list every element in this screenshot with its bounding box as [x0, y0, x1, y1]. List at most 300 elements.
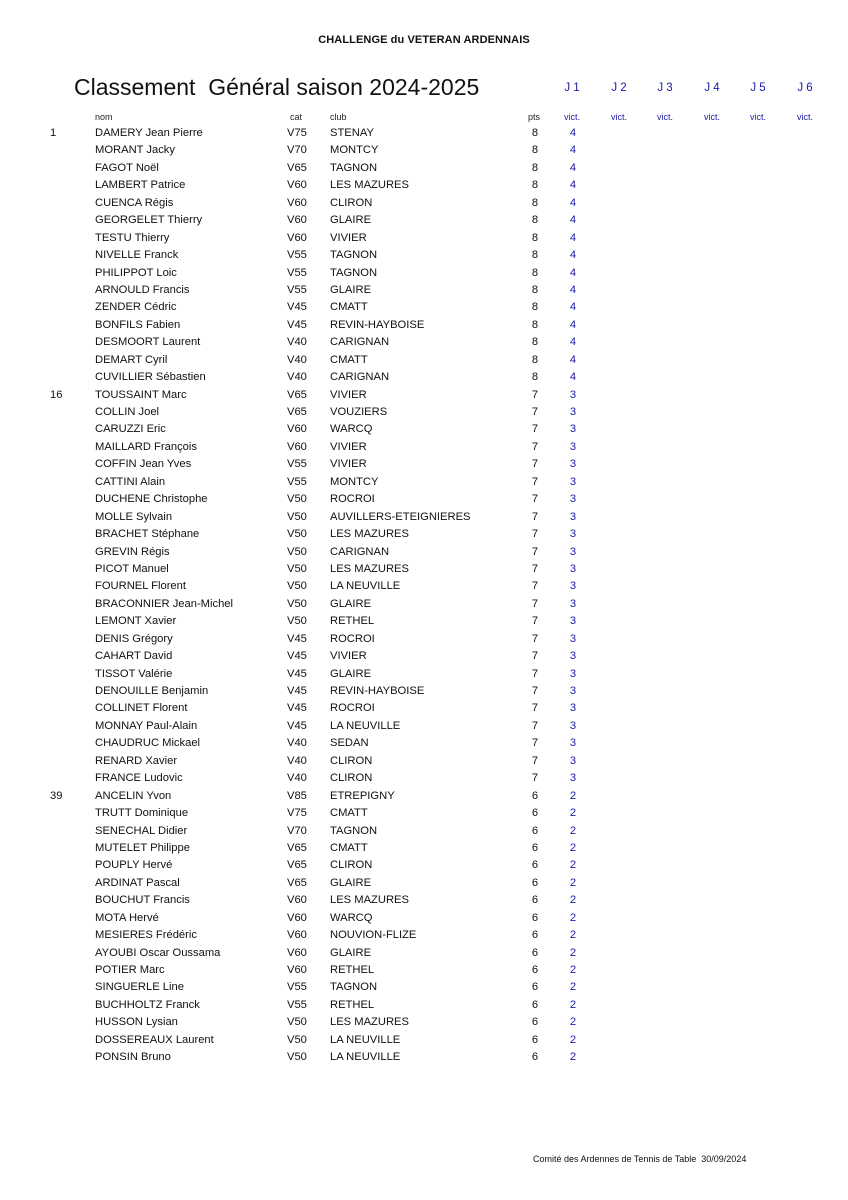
j1-victories-cell: 4	[569, 161, 577, 174]
j1-victories-cell: 4	[569, 127, 577, 139]
player-name: DESMOORT Laurent	[95, 336, 201, 349]
table-row	[0, 196, 848, 213]
club-cell: CMATT	[330, 841, 368, 854]
category-cell: V40	[287, 772, 307, 785]
points-cell: 6	[531, 824, 539, 837]
player-name: DAMERY Jean Pierre	[95, 127, 203, 139]
points-cell: 8	[531, 266, 539, 279]
club-cell: GLAIRE	[330, 667, 372, 680]
player-name: CAHART David	[95, 650, 173, 663]
club-cell: SEDAN	[330, 737, 369, 750]
table-row	[0, 701, 848, 718]
category-cell: V60	[287, 946, 307, 959]
table-row	[0, 736, 848, 753]
points-cell: 8	[531, 214, 539, 227]
j1-victories-cell: 2	[569, 1051, 577, 1064]
club-cell: CMATT	[330, 301, 368, 314]
points-cell: 8	[531, 318, 539, 331]
category-cell: V45	[287, 685, 307, 697]
player-name: MOTA Hervé	[95, 911, 159, 924]
player-name: MUTELET Philippe	[95, 841, 190, 854]
player-name: CARUZZI Eric	[95, 423, 166, 436]
player-name: COLLINET Florent	[95, 702, 188, 715]
category-cell: V40	[287, 754, 307, 767]
column-header-club: club	[330, 112, 347, 122]
table-row	[0, 597, 848, 614]
j1-victories-cell: 3	[569, 440, 577, 453]
club-cell: MONTCY	[330, 144, 379, 157]
player-name: DENIS Grégory	[95, 632, 173, 645]
points-cell: 7	[531, 632, 539, 645]
points-cell: 6	[531, 911, 539, 924]
points-cell: 7	[531, 667, 539, 680]
player-name: DUCHENE Christophe	[95, 493, 208, 506]
round-header-j4: J 4	[704, 82, 720, 94]
player-name: ARNOULD Francis	[95, 283, 190, 296]
vict-header-j3: vict.	[656, 112, 673, 122]
table-row	[0, 649, 848, 666]
points-cell: 6	[531, 807, 539, 820]
j1-victories-cell: 2	[569, 1033, 577, 1046]
club-cell: CARIGNAN	[330, 336, 390, 349]
player-name: TESTU Thierry	[95, 231, 170, 244]
j1-victories-cell: 4	[569, 353, 577, 366]
j1-victories-cell: 2	[569, 876, 577, 889]
table-row	[0, 457, 848, 474]
club-cell: REVIN-HAYBOISE	[330, 318, 425, 331]
j1-victories-cell: 2	[569, 1016, 577, 1029]
j1-victories-cell: 3	[569, 562, 577, 575]
challenge-title: CHALLENGE du VETERAN ARDENNAIS	[318, 34, 530, 46]
j1-victories-cell: 3	[569, 406, 577, 418]
j1-victories-cell: 3	[569, 580, 577, 593]
category-cell: V70	[287, 824, 307, 837]
player-name: CUVILLIER Sébastien	[95, 371, 206, 384]
player-name: CUENCA Régis	[95, 196, 174, 209]
club-cell: LES MAZURES	[330, 894, 409, 907]
table-row	[0, 527, 848, 544]
j1-victories-cell: 4	[569, 318, 577, 331]
category-cell: V45	[287, 667, 307, 680]
category-cell: V60	[287, 440, 307, 453]
round-header-j1: J 1	[564, 82, 580, 94]
player-name: SENECHAL Didier	[95, 824, 188, 837]
points-cell: 7	[531, 406, 539, 418]
player-name: CHAUDRUC Mickael	[95, 737, 201, 750]
player-name: GREVIN Régis	[95, 545, 170, 558]
j1-victories-cell: 4	[569, 179, 577, 192]
club-cell: LES MAZURES	[330, 528, 409, 541]
table-row	[0, 632, 848, 649]
club-cell: WARCQ	[330, 911, 373, 924]
club-cell: ROCROI	[330, 493, 375, 506]
table-row	[0, 161, 848, 178]
category-cell: V60	[287, 964, 307, 976]
club-cell: GLAIRE	[330, 597, 372, 610]
points-cell: 7	[531, 528, 539, 541]
points-cell: 6	[531, 789, 539, 802]
club-cell: MONTCY	[330, 475, 379, 488]
j1-victories-cell: 3	[569, 493, 577, 506]
points-cell: 7	[531, 702, 539, 715]
club-cell: GLAIRE	[330, 876, 372, 889]
table-row	[0, 353, 848, 370]
points-cell: 7	[531, 719, 539, 732]
table-row	[0, 335, 848, 352]
round-header-j5: J 5	[750, 82, 766, 94]
club-cell: CMATT	[330, 353, 368, 366]
category-cell: V65	[287, 841, 307, 854]
player-name: DEMART Cyril	[95, 353, 168, 366]
points-cell: 6	[531, 929, 539, 942]
table-row	[0, 475, 848, 492]
table-row	[0, 388, 848, 405]
table-row	[0, 283, 848, 300]
j1-victories-cell: 2	[569, 911, 577, 924]
player-name: MAILLARD François	[95, 440, 197, 453]
table-row	[0, 1015, 848, 1032]
points-cell: 8	[531, 196, 539, 209]
column-header-cat: cat	[290, 112, 303, 122]
points-cell: 8	[531, 353, 539, 366]
table-row	[0, 143, 848, 160]
points-cell: 7	[531, 562, 539, 575]
category-cell: V70	[287, 144, 307, 157]
points-cell: 7	[531, 685, 539, 697]
points-cell: 6	[531, 1016, 539, 1029]
j1-victories-cell: 3	[569, 545, 577, 558]
table-row	[0, 562, 848, 579]
table-row	[0, 667, 848, 684]
points-cell: 8	[531, 283, 539, 296]
points-cell: 6	[531, 1051, 539, 1064]
points-cell: 8	[531, 301, 539, 314]
category-cell: V50	[287, 528, 307, 541]
points-cell: 6	[531, 841, 539, 854]
rank-cell: 39	[50, 789, 63, 802]
points-cell: 7	[531, 737, 539, 750]
club-cell: RETHEL	[330, 615, 375, 628]
j1-victories-cell: 3	[569, 597, 577, 610]
j1-victories-cell: 4	[569, 144, 577, 157]
category-cell: V60	[287, 214, 307, 227]
club-cell: TAGNON	[330, 824, 378, 837]
j1-victories-cell: 3	[569, 719, 577, 732]
table-row	[0, 806, 848, 823]
category-cell: V50	[287, 1033, 307, 1046]
category-cell: V55	[287, 981, 307, 994]
category-cell: V55	[287, 249, 307, 262]
category-cell: V65	[287, 388, 307, 401]
points-cell: 6	[531, 894, 539, 907]
j1-victories-cell: 3	[569, 772, 577, 785]
column-header-pts: pts	[528, 112, 541, 122]
player-name: SINGUERLE Line	[95, 981, 184, 994]
table-row	[0, 545, 848, 562]
club-cell: WARCQ	[330, 423, 373, 436]
category-cell: V50	[287, 562, 307, 575]
category-cell: V45	[287, 301, 307, 314]
category-cell: V60	[287, 179, 307, 192]
table-row	[0, 318, 848, 335]
table-row	[0, 492, 848, 509]
points-cell: 7	[531, 458, 539, 471]
rank-cell: 16	[50, 388, 63, 401]
player-name: AYOUBI Oscar Oussama	[95, 946, 221, 959]
player-name: DOSSEREAUX Laurent	[95, 1033, 214, 1046]
j1-victories-cell: 3	[569, 388, 577, 401]
table-row	[0, 771, 848, 788]
points-cell: 8	[531, 371, 539, 384]
j1-victories-cell: 3	[569, 632, 577, 645]
j1-victories-cell: 3	[569, 667, 577, 680]
club-cell: LES MAZURES	[330, 1016, 409, 1029]
j1-victories-cell: 2	[569, 894, 577, 907]
club-cell: RETHEL	[330, 998, 375, 1011]
club-cell: TAGNON	[330, 266, 378, 279]
club-cell: LA NEUVILLE	[330, 1051, 401, 1064]
club-cell: REVIN-HAYBOISE	[330, 685, 425, 697]
player-name: PONSIN Bruno	[95, 1051, 171, 1064]
j1-victories-cell: 4	[569, 301, 577, 314]
player-name: PHILIPPOT Loic	[95, 266, 177, 279]
player-name: NIVELLE Franck	[95, 249, 179, 262]
player-name: POTIER Marc	[95, 964, 165, 976]
table-row	[0, 893, 848, 910]
club-cell: AUVILLERS-ETEIGNIERES	[330, 510, 471, 523]
table-row	[0, 231, 848, 248]
table-row	[0, 405, 848, 422]
club-cell: ROCROI	[330, 632, 375, 645]
table-row	[0, 266, 848, 283]
club-cell: ETREPIGNY	[330, 789, 395, 802]
category-cell: V65	[287, 876, 307, 889]
points-cell: 8	[531, 127, 539, 139]
club-cell: LA NEUVILLE	[330, 1033, 401, 1046]
club-cell: CARIGNAN	[330, 545, 390, 558]
category-cell: V65	[287, 859, 307, 872]
player-name: ANCELIN Yvon	[95, 789, 172, 802]
j1-victories-cell: 3	[569, 702, 577, 715]
category-cell: V50	[287, 1016, 307, 1029]
category-cell: V50	[287, 1051, 307, 1064]
j1-victories-cell: 4	[569, 196, 577, 209]
category-cell: V55	[287, 283, 307, 296]
table-row	[0, 998, 848, 1015]
club-cell: ROCROI	[330, 702, 375, 715]
player-name: BONFILS Fabien	[95, 318, 181, 331]
table-row	[0, 248, 848, 265]
points-cell: 7	[531, 423, 539, 436]
club-cell: TAGNON	[330, 981, 378, 994]
table-row	[0, 789, 848, 806]
j1-victories-cell: 2	[569, 859, 577, 872]
vict-header-j2: vict.	[610, 112, 627, 122]
category-cell: V55	[287, 475, 307, 488]
j1-victories-cell: 4	[569, 214, 577, 227]
table-row	[0, 824, 848, 841]
club-cell: LA NEUVILLE	[330, 580, 401, 593]
category-cell: V60	[287, 423, 307, 436]
table-row	[0, 911, 848, 928]
points-cell: 7	[531, 772, 539, 785]
j1-victories-cell: 3	[569, 458, 577, 471]
table-row	[0, 614, 848, 631]
points-cell: 6	[531, 859, 539, 872]
club-cell: CLIRON	[330, 754, 373, 767]
category-cell: V60	[287, 196, 307, 209]
player-name: MOLLE Sylvain	[95, 510, 173, 523]
j1-victories-cell: 3	[569, 737, 577, 750]
j1-victories-cell: 3	[569, 528, 577, 541]
table-row	[0, 126, 848, 143]
points-cell: 8	[531, 231, 539, 244]
club-cell: VIVIER	[330, 440, 367, 453]
category-cell: V55	[287, 998, 307, 1011]
category-cell: V45	[287, 318, 307, 331]
player-name: DENOUILLE Benjamin	[95, 685, 209, 697]
table-row	[0, 719, 848, 736]
club-cell: VIVIER	[330, 388, 367, 401]
j1-victories-cell: 2	[569, 824, 577, 837]
category-cell: V55	[287, 266, 307, 279]
player-name: TRUTT Dominique	[95, 807, 189, 820]
j1-victories-cell: 2	[569, 981, 577, 994]
rank-cell: 1	[50, 127, 57, 139]
category-cell: V60	[287, 911, 307, 924]
club-cell: STENAY	[330, 127, 374, 139]
player-name: ZENDER Cédric	[95, 301, 177, 314]
club-cell: NOUVION-FLIZE	[330, 929, 417, 942]
j1-victories-cell: 3	[569, 754, 577, 767]
category-cell: V50	[287, 597, 307, 610]
club-cell: CLIRON	[330, 196, 373, 209]
round-header-j2: J 2	[611, 82, 627, 94]
table-row	[0, 684, 848, 701]
points-cell: 7	[531, 580, 539, 593]
ranking-table	[0, 126, 848, 1068]
player-name: BOUCHUT Francis	[95, 894, 190, 907]
player-name: LAMBERT Patrice	[95, 179, 186, 192]
j1-victories-cell: 3	[569, 475, 577, 488]
table-row	[0, 928, 848, 945]
points-cell: 8	[531, 179, 539, 192]
player-name: CATTINI Alain	[95, 475, 166, 488]
category-cell: V45	[287, 632, 307, 645]
j1-victories-cell: 3	[569, 650, 577, 663]
table-row	[0, 579, 848, 596]
points-cell: 6	[531, 946, 539, 959]
category-cell: V65	[287, 161, 307, 174]
vict-header-j1: vict.	[563, 112, 580, 122]
table-row	[0, 1033, 848, 1050]
category-cell: V50	[287, 493, 307, 506]
category-cell: V40	[287, 336, 307, 349]
club-cell: CLIRON	[330, 859, 373, 872]
points-cell: 7	[531, 388, 539, 401]
j1-victories-cell: 3	[569, 510, 577, 523]
vict-header-j6: vict.	[796, 112, 813, 122]
player-name: BUCHHOLTZ Franck	[95, 998, 200, 1011]
player-name: FRANCE Ludovic	[95, 772, 183, 785]
points-cell: 6	[531, 1033, 539, 1046]
j1-victories-cell: 4	[569, 249, 577, 262]
j1-victories-cell: 4	[569, 283, 577, 296]
points-cell: 7	[531, 754, 539, 767]
table-row	[0, 754, 848, 771]
category-cell: V60	[287, 929, 307, 942]
player-name: GEORGELET Thierry	[95, 214, 203, 227]
table-row	[0, 300, 848, 317]
category-cell: V50	[287, 615, 307, 628]
club-cell: LES MAZURES	[330, 179, 409, 192]
club-cell: VIVIER	[330, 650, 367, 663]
category-cell: V65	[287, 406, 307, 418]
category-cell: V75	[287, 807, 307, 820]
player-name: MONNAY Paul-Alain	[95, 719, 198, 732]
j1-victories-cell: 2	[569, 946, 577, 959]
player-name: HUSSON Lysian	[95, 1016, 178, 1029]
points-cell: 8	[531, 144, 539, 157]
category-cell: V50	[287, 510, 307, 523]
category-cell: V40	[287, 353, 307, 366]
player-name: LEMONT Xavier	[95, 615, 177, 628]
j1-victories-cell: 2	[569, 998, 577, 1011]
footer-credit: Comité des Ardennes de Tennis de Table 30/09/2024	[533, 1154, 747, 1164]
points-cell: 8	[531, 161, 539, 174]
player-name: COFFIN Jean Yves	[95, 458, 192, 471]
category-cell: V60	[287, 894, 307, 907]
category-cell: V40	[287, 371, 307, 384]
table-row	[0, 370, 848, 387]
category-cell: V50	[287, 580, 307, 593]
player-name: BRACONNIER Jean-Michel	[95, 597, 234, 610]
j1-victories-cell: 4	[569, 266, 577, 279]
player-name: FOURNEL Florent	[95, 580, 186, 593]
club-cell: VIVIER	[330, 231, 367, 244]
j1-victories-cell: 2	[569, 807, 577, 820]
round-header-j6: J 6	[797, 82, 813, 94]
category-cell: V75	[287, 127, 307, 139]
club-cell: VIVIER	[330, 458, 367, 471]
player-name: MORANT Jacky	[95, 144, 175, 157]
player-name: POUPLY Hervé	[95, 859, 173, 872]
table-row	[0, 963, 848, 980]
club-cell: GLAIRE	[330, 946, 372, 959]
club-cell: CARIGNAN	[330, 371, 390, 384]
club-cell: VOUZIERS	[330, 406, 388, 418]
club-cell: LES MAZURES	[330, 562, 409, 575]
table-row	[0, 876, 848, 893]
j1-victories-cell: 2	[569, 964, 577, 976]
table-row	[0, 440, 848, 457]
club-cell: CMATT	[330, 807, 368, 820]
table-row	[0, 422, 848, 439]
table-row	[0, 841, 848, 858]
round-header-j3: J 3	[657, 82, 673, 94]
j1-victories-cell: 4	[569, 336, 577, 349]
j1-victories-cell: 4	[569, 371, 577, 384]
club-cell: CLIRON	[330, 772, 373, 785]
points-cell: 6	[531, 876, 539, 889]
player-name: MESIERES Frédéric	[95, 929, 197, 942]
points-cell: 6	[531, 981, 539, 994]
player-name: TISSOT Valérie	[95, 667, 173, 680]
category-cell: V40	[287, 737, 307, 750]
j1-victories-cell: 2	[569, 929, 577, 942]
vict-header-j4: vict.	[703, 112, 720, 122]
player-name: COLLIN Joel	[95, 406, 160, 418]
